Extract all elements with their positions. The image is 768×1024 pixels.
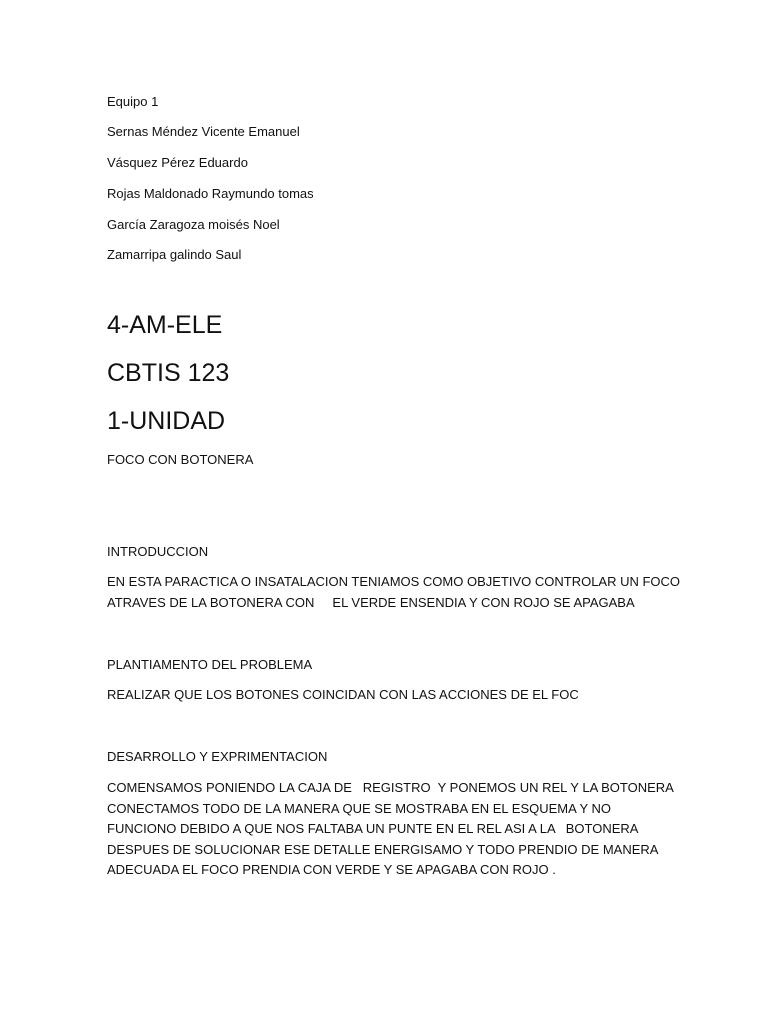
team-member: Vásquez Pérez Eduardo [107, 155, 248, 170]
paragraph-line: REALIZAR QUE LOS BOTONES COINCIDAN CON LAS ACCIONES DE EL FOC [107, 687, 579, 702]
paragraph-line: FUNCIONO DEBIDO A QUE NOS FALTABA UN PUNTE EN EL REL ASI A LA BOTONERA [107, 821, 639, 836]
paragraph-line: ADECUADA EL FOCO PRENDIA CON VERDE Y SE APAGABA CON ROJO . [107, 862, 556, 877]
paragraph-line: COMENSAMOS PONIENDO LA CAJA DE REGISTRO Y PONEMOS UN REL Y LA BOTONERA [107, 780, 674, 795]
problem-paragraph [107, 685, 667, 706]
paragraph-line: CONECTAMOS TODO DE LA MANERA QUE SE MOSTRABA EN EL ESQUEMA Y NO [107, 800, 611, 816]
problem-heading: PLANTIAMENTO DEL PROBLEMA [107, 657, 313, 672]
development-paragraph [107, 778, 674, 881]
intro-heading: INTRODUCCION [107, 544, 209, 559]
team-member: Sernas Méndez Vicente Emanuel [107, 124, 300, 139]
intro-paragraph [107, 572, 681, 613]
team-member: Rojas Maldonado Raymundo tomas [107, 186, 314, 201]
development-heading: DESARROLLO Y EXPRIMENTACION [107, 749, 328, 764]
team-member: García Zaragoza moisés Noel [107, 217, 280, 232]
team-member: Zamarripa galindo Saul [107, 247, 242, 262]
subject-title: FOCO CON BOTONERA [107, 452, 254, 467]
group-heading: 4-AM-ELE [107, 311, 223, 339]
team-title: Equipo 1 [107, 94, 159, 109]
paragraph-line: ATRAVES DE LA BOTONERA CON EL VERDE ENSENDIA Y CON ROJO SE APAGABA [107, 594, 635, 610]
school-heading: CBTIS 123 [107, 359, 230, 387]
paragraph-line: EN ESTA PARACTICA O INSATALACION TENIAMOS COMO OBJETIVO CONTROLAR UN FOCO [107, 574, 681, 589]
unit-heading: 1-UNIDAD [107, 407, 226, 435]
paragraph-line: DESPUES DE SOLUCIONAR ESE DETALLE ENERGISAMO Y TODO PRENDIO DE MANERA [107, 841, 659, 857]
